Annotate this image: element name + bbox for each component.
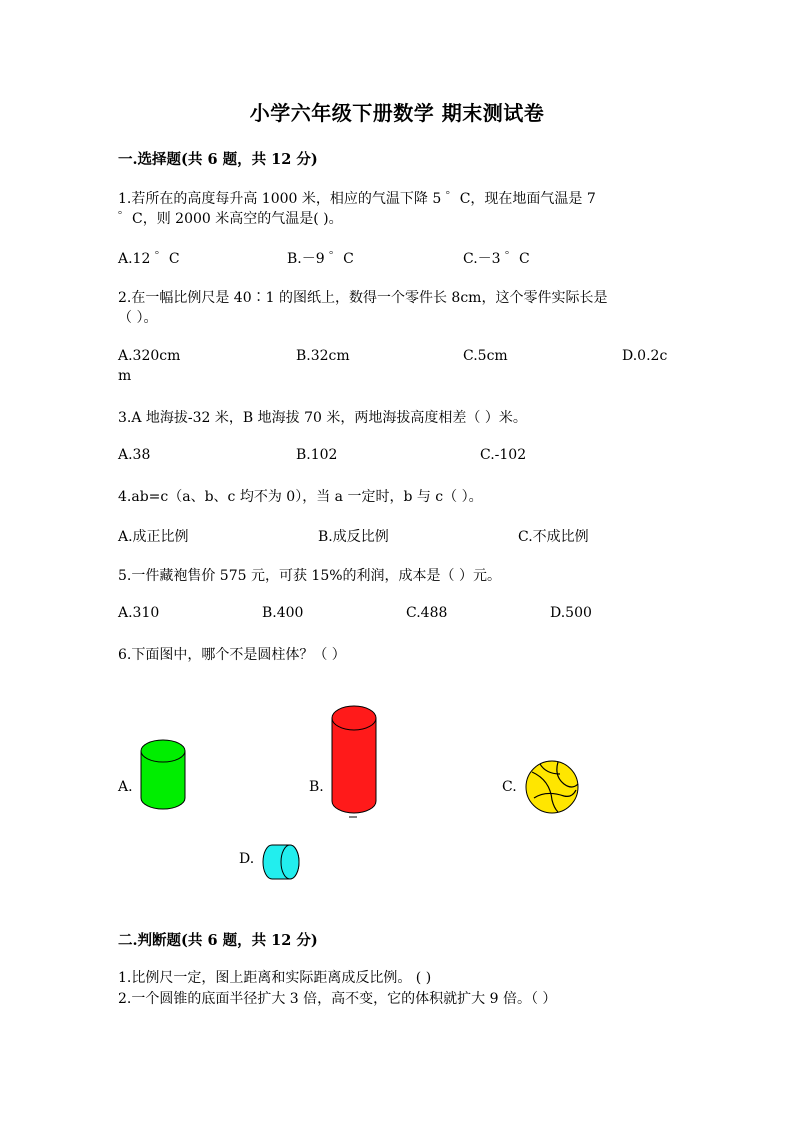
question-2-option-a: A.320cm <box>118 348 181 364</box>
judgment-item-1: 1.比例尺一定，图上距离和实际距离成反比例。 ( ) <box>118 970 432 986</box>
question-1-option-b: B.－9 ゜C <box>287 251 354 267</box>
question-6-line-1: 6.下面图中，哪个不是圆柱体？（ ） <box>118 647 346 663</box>
question-2-option-d-wrap: m <box>118 368 132 384</box>
question-4-option-a: A.成正比例 <box>118 529 189 545</box>
cyan-cylinder-face <box>281 845 299 879</box>
green-cylinder-figure <box>140 738 186 810</box>
question-5-option-c: C.488 <box>406 605 448 621</box>
figure-b-label: B. <box>309 779 324 795</box>
figure-d-label: D. <box>239 851 255 867</box>
question-1-option-c: C.－3 ゜C <box>463 251 530 267</box>
section-heading-judgment: 二.判断题(共 6 题，共 12 分) <box>118 932 318 949</box>
question-1-option-a: A.12 ゜C <box>118 251 180 267</box>
cyan-cylinder-figure <box>262 844 300 880</box>
question-5-option-a: A.310 <box>118 605 160 621</box>
question-2-line-2: （ ）。 <box>118 310 158 326</box>
section-heading-choice: 一.选择题(共 6 题，共 12 分) <box>118 151 318 168</box>
question-4-line-1: 4.ab=c（a、b、c 均不为 0），当 a 一定时，b 与 c（ ）。 <box>118 489 483 505</box>
question-4-option-b: B.成反比例 <box>318 529 389 545</box>
question-5-option-b: B.400 <box>262 605 304 621</box>
question-2-option-d: D.0.2c <box>622 348 668 364</box>
question-5-line-1: 5.一件藏袍售价 575 元，可获 15%的利润，成本是（ ）元。 <box>118 568 501 584</box>
question-2-line-1: 2.在一幅比例尺是 40∶1 的图纸上，数得一个零件长 8cm，这个零件实际长是 <box>118 290 608 306</box>
figure-a-label: A. <box>118 779 133 795</box>
question-3-line-1: 3.A 地海拔-32 米，B 地海拔 70 米，两地海拔高度相差（ ）米。 <box>118 410 527 426</box>
red-cylinder-top <box>332 706 376 730</box>
red-cylinder-figure <box>331 704 377 820</box>
question-3-option-c: C.-102 <box>480 447 527 463</box>
question-5-option-d: D.500 <box>550 605 592 621</box>
red-cylinder-body <box>332 718 376 813</box>
question-1-line-2: ゜C，则 2000 米高空的气温是( )。 <box>118 211 343 227</box>
judgment-item-2: 2.一个圆锥的底面半径扩大 3 倍，高不变，它的体积就扩大 9 倍。（ ） <box>118 991 557 1007</box>
green-cylinder-top <box>141 740 185 762</box>
question-3-option-a: A.38 <box>118 447 151 463</box>
yellow-ball-figure <box>524 760 580 814</box>
page-title: 小学六年级下册数学 期末测试卷 <box>249 101 545 125</box>
question-3-option-b: B.102 <box>296 447 338 463</box>
question-2-option-c: C.5cm <box>463 348 508 364</box>
question-4-option-c: C.不成比例 <box>518 529 589 545</box>
figure-c-label: C. <box>502 779 517 795</box>
question-1-line-1: 1.若所在的高度每升高 1000 米，相应的气温下降 5 ゜C，现在地面气温是 7 <box>118 191 596 207</box>
question-2-option-b: B.32cm <box>296 348 350 364</box>
